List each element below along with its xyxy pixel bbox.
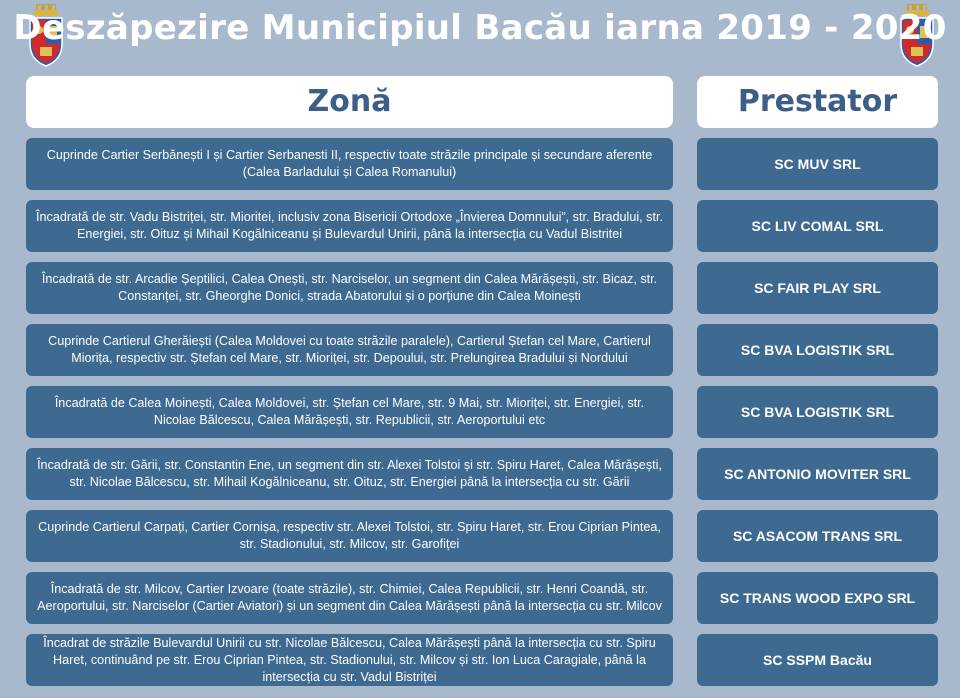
provider-cell: SC BVA LOGISTIK SRL <box>697 324 938 376</box>
provider-cell: SC BVA LOGISTIK SRL <box>697 386 938 438</box>
zone-cell: Încadrat de străzile Bulevardul Unirii cu str. Nicolae Bălcescu, Calea Mărășești până la intersecția cu str. Spiru Haret, continuând pe str. Erou Ciprian Pintea, str. Stadionului, str. Milcov și str. Ion Luca Caragiale, până la intersecția cu str. Vadul Bistriței <box>26 634 673 686</box>
table-row <box>0 448 960 500</box>
zone-cell: Încadrată de str. Vadu Bistriței, str. Mioritei, inclusiv zona Bisericii Ortodoxe „Învierea Domnului”, str. Bradului, str. Energiei, str. Oituz și Mihail Kogălniceanu și Bulevardul Unirii, până la intersecția cu Vadul Bistritei <box>26 200 673 252</box>
table-row <box>0 510 960 562</box>
provider-cell: SC ANTONIO MOVITER SRL <box>697 448 938 500</box>
zone-cell: Încadrată de str. Milcov, Cartier Izvoare (toate străzile), str. Chimiei, Calea Republicii, str. Henri Coandă, str. Aeroportului, str. Narciselor (Cartier Aviatori) și un segment din Calea Mărășești până la intersecția cu str. Milcov <box>26 572 673 624</box>
zone-cell: Cuprinde Cartierul Carpați, Cartier Cornișa, respectiv str. Alexei Tolstoi, str. Spiru Haret, str. Erou Ciprian Pintea, str. Stadionului, str. Milcov, str. Garofiței <box>26 510 673 562</box>
table-row <box>0 572 960 624</box>
zone-cell: Cuprinde Cartierul Gherăiești (Calea Moldovei cu toate străzile paralele), Cartierul Ștefan cel Mare, Cartierul Miorița, respectiv str. Ștefan cel Mare, str. Mioriței, str. Depoului, str. Prelungirea Bradului și Nordului <box>26 324 673 376</box>
provider-cell: SC LIV COMAL SRL <box>697 200 938 252</box>
table-row <box>0 262 960 314</box>
provider-cell: SC TRANS WOOD EXPO SRL <box>697 572 938 624</box>
provider-cell: SC SSPM Bacău <box>697 634 938 686</box>
provider-cell: SC ASACOM TRANS SRL <box>697 510 938 562</box>
table-row <box>0 634 960 686</box>
provider-column-header: Prestator <box>697 76 938 128</box>
page-title: Deszăpezire Municipiul Bacău iarna 2019 - 2020 <box>13 8 947 48</box>
zone-cell: Încadrată de str. Gării, str. Constantin Ene, un segment din str. Alexei Tolstoi și str. Spiru Haret, Calea Mărășești, str. Nicolae Bălcescu, str. Mihail Kogălniceanu, str. Oituz, str. Energiei până la intersecția cu str. Gării <box>26 448 673 500</box>
table-row <box>0 138 960 190</box>
provider-cell: SC FAIR PLAY SRL <box>697 262 938 314</box>
table-row <box>0 324 960 376</box>
table-row <box>0 386 960 438</box>
zone-cell: Cuprinde Cartier Serbănești I și Cartier Serbanesti II, respectiv toate străzile principale și secundare aferente (Calea Barladului și Calea Romanului) <box>26 138 673 190</box>
zone-column-header: Zonă <box>26 76 673 128</box>
zone-cell: Încadrată de Calea Moinești, Calea Moldovei, str. Ștefan cel Mare, str. 9 Mai, str. Mioriței, str. Energiei, str. Nicolae Bălcescu, Calea Mărășești, str. Republicii, str. Aeroportului etc <box>26 386 673 438</box>
table-row <box>0 200 960 252</box>
provider-cell: SC MUV SRL <box>697 138 938 190</box>
zone-cell: Încadrată de str. Arcadie Șeptilici, Calea Onești, str. Narciselor, un segment din Calea Mărășești, str. Bicaz, str. Constanței, str. Gheorghe Donici, strada Abatorului și o porțiune din Calea Moinești <box>26 262 673 314</box>
